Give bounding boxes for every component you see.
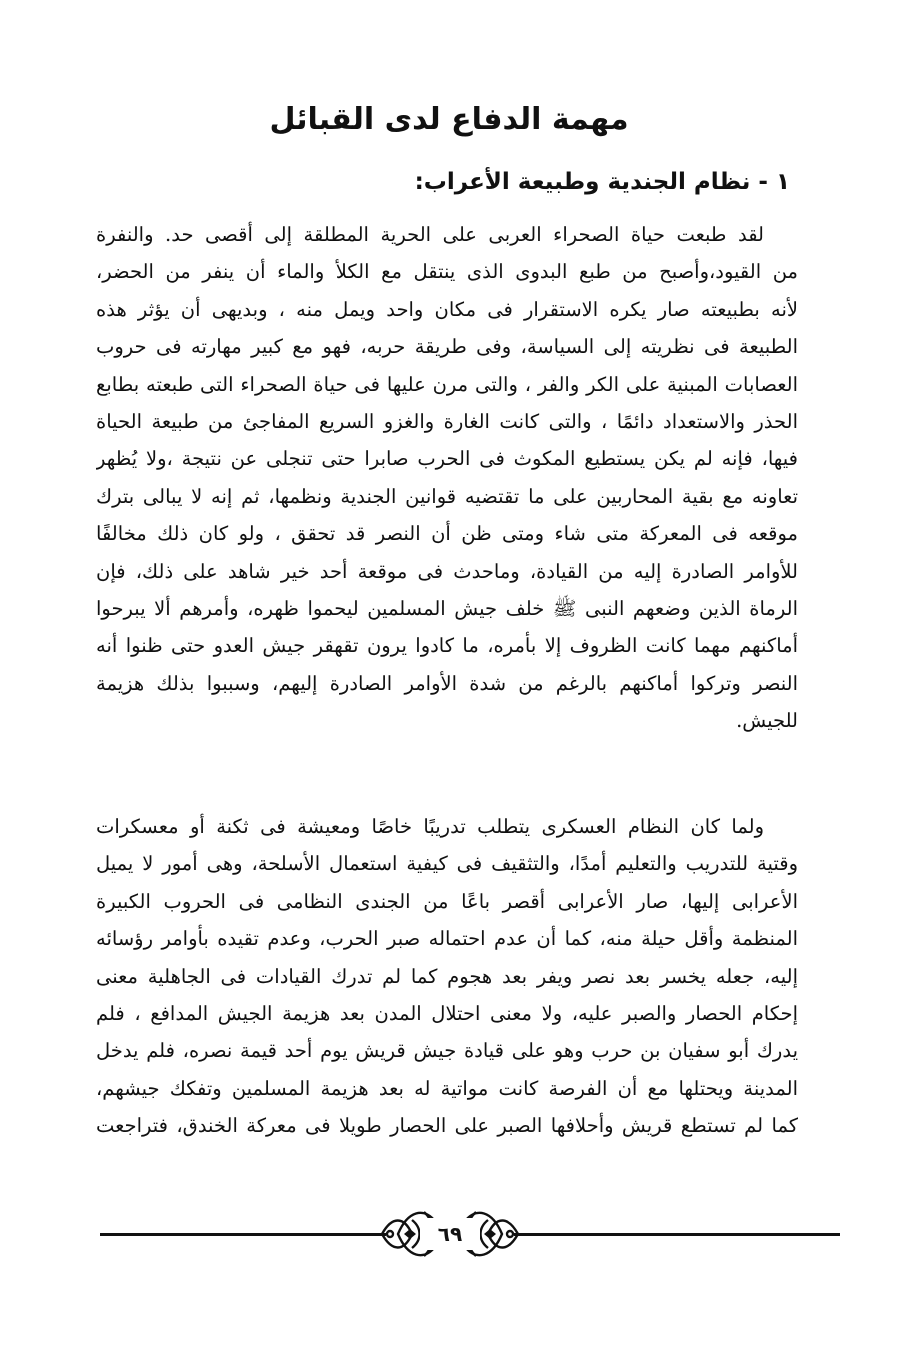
chapter-title: مهمة الدفاع لدى القبائل	[269, 102, 629, 137]
text-line: أماكنهم مهما كانت الظروف إلا بأمره، ما كادوا يرون تقهقر جيش العدو حتى ظنوا أنه	[96, 634, 798, 658]
text-line: لقد طبعت حياة الصحراء العربى على الحرية المطلقة إلى أقصى حد. والنفرة	[96, 223, 764, 246]
text-line: لأنه بطبيعته صار يكره الاستقرار فى مكان واحد ويمل منه ، وبديهى أن يؤثر هذه	[96, 297, 798, 321]
text-line: للجيش.	[736, 709, 798, 733]
text-line: كما لم تستطع قريش وأحلافها الصبر على الحصار طويلا فى معركة الخندق، فتراجعت	[96, 1114, 798, 1138]
footer-rule-right	[514, 1233, 840, 1236]
text-line: الحذر والاستعداد دائمًا ، والتى كانت الغارة والغزو السريع المفاجئ من طبيعة الحياة	[96, 409, 798, 433]
text-line: المدينة ويحتلها مع أن الفرصة كانت مواتية له بعد هزيمة المسلمين وتفكك جيشهم،	[96, 1076, 798, 1100]
text-line: موقعه فى المعركة متى شاء ومتى ظن أن النصر قد تحقق ، ولو كان ذلك مخالفًا	[96, 522, 798, 546]
text-line: من القيود،وأصبح من طبع البدوى الذى ينتقل مع الكلأ والماء أن ينفر من الحضر،	[96, 260, 798, 284]
text-line: للأوامر الصادرة إليه من القيادة، وماحدث فى موقعة أحد خير شاهد على ذلك، فإن	[96, 559, 798, 583]
text-line: فيها، فإنه لم يكن يستطيع المكوث فى الحرب صابرا حتى تنجلى عن نتيجة ،ولا يُظهر	[96, 447, 798, 471]
text-line: وقتية للتدريب والتعليم أمدًا، والتثقيف فى كيفية استعمال الأسلحة، وهى أمور لا يميل	[96, 852, 798, 876]
paragraph-2	[96, 808, 798, 1145]
text-line: ولما كان النظام العسكرى يتطلب تدريبًا خاصًا ومعيشة فى ثكنة أو معسكرات	[96, 815, 764, 838]
paragraph-1	[96, 216, 798, 739]
text-line: المنظمة وأقل حيلة منه، كما أن عدم احتماله صبر الحرب، وعدم تقيده بأوامر رؤسائه	[96, 927, 798, 951]
text-line: الأعرابى إليها، صار الأعرابى أقصر باعًا من الجندى النظامى فى الحروب الكبيرة	[96, 889, 798, 913]
text-line: يدرك أبو سفيان بن حرب وهو على قيادة جيش قريش يوم أحد قيمة نصره، فلم يدخل	[96, 1039, 798, 1063]
text-line: العصابات المبنية على الكر والفر ، والتى مرن عليها فى حياة الصحراء التى طبعته بطابع	[96, 372, 798, 396]
page-number: ٦٩	[420, 1218, 480, 1250]
footer-rule-left	[100, 1233, 386, 1236]
section-heading: ١ - نظام الجندية وطبيعة الأعراب:	[414, 169, 790, 195]
text-line: النصر وتركوا أماكنهم بالرغم من شدة الأوامر الصادرة إليهم، وسببوا بذلك هزيمة	[96, 671, 798, 695]
text-line: الطبيعة فى نظريته إلى السياسة، وفى طريقة حربه، فهو مع كبير مهارته فى حروب	[96, 335, 798, 359]
text-line: إليه، جعله يخسر بعد نصر ويفر بعد هجوم كما لم تدرك القيادات فى الجاهلية معنى	[96, 964, 798, 988]
text-line: تعاونه مع بقية المحاربين على ما تقتضيه قوانين الجندية ونظمها، ثم إنه لا يبالى بترك	[96, 484, 798, 508]
text-line: الرماة الذين وضعهم النبى ﷺ خلف جيش المسلمين ليحموا ظهره، وأمرهم ألا يبرحوا	[96, 596, 798, 620]
text-line: إحكام الحصار والصبر عليه، ولا معنى احتلال المدن بعد هزيمة الجيش المدافع ، فلم	[96, 1001, 798, 1025]
